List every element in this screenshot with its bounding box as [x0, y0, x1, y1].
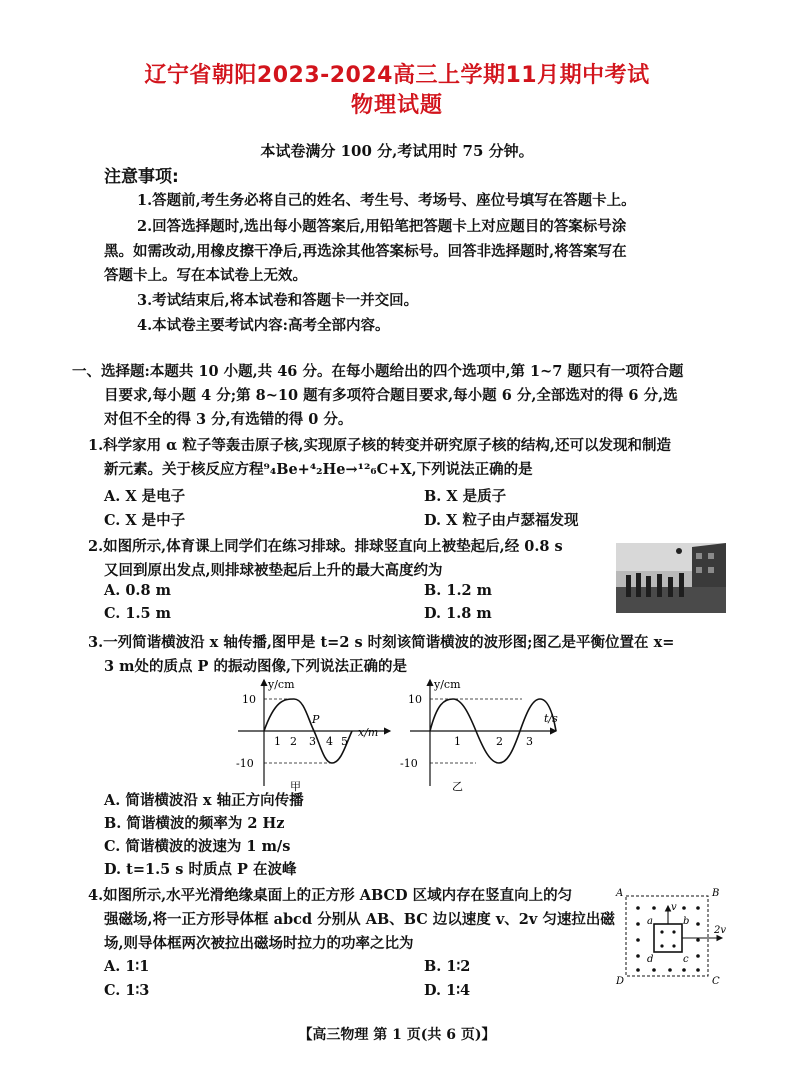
exam-info: 本试卷满分 100 分,考试用时 75 分钟。: [260, 142, 534, 160]
figure-a-caption: 甲: [290, 780, 301, 792]
figure-b-caption: 乙: [452, 780, 463, 792]
page-footer: 【高三物理 第 1 页(共 6 页)】: [298, 1027, 496, 1043]
page-subtitle: 物理试题: [350, 93, 443, 118]
q4-line-2: 强磁场,将一正方形导体框 abcd 分别从 AB、BC 边以速度 v、2v 匀速拉出磁: [104, 911, 615, 928]
q1-line-2: 新元素。关于核反应方程⁹₄Be+⁴₂He→¹²₆C+X,下列说法正确的是: [104, 461, 533, 478]
q2-line-1: 2.如图所示,体育课上同学们在练习排球。排球竖直向上被垫起后,经 0.8 s: [88, 538, 563, 555]
velocity-2v-label: 2v: [714, 925, 727, 936]
notice-item-1: 1.答题前,考生务必将自己的姓名、考生号、考场号、座位号填写在答题卡上。: [137, 192, 636, 209]
notice-item-2-line-1: 2.回答选择题时,选出每小题答案后,用铅笔把答题卡上对应题目的答案标号涂: [137, 218, 627, 235]
q1-option-a: A. X 是电子: [104, 488, 186, 505]
y-label: y/cm: [434, 678, 461, 691]
corner-c-label: C: [712, 976, 720, 984]
q4-line-3: 场,则导体框两次被拉出磁场时拉力的功率之比为: [104, 935, 414, 952]
section-1-line-2: 目要求,每小题 4 分;第 8~10 题有多项符合题目要求,每小题 6 分,全部选对的得 6 分,选: [104, 387, 678, 404]
x-tick-1: 1: [274, 735, 281, 748]
q2-line-2: 又回到原出发点,则排球被垫起后上升的最大高度约为: [104, 562, 443, 579]
q3-figure-b: [396, 674, 571, 792]
q4-option-a: A. 1∶1: [104, 958, 150, 975]
q4-line-1: 4.如图所示,水平光滑绝缘桌面上的正方形 ABCD 区域内存在竖直向上的匀: [88, 887, 573, 904]
q3-figure-a: [228, 674, 398, 792]
frame-d-label: d: [647, 954, 654, 965]
notice-item-2-line-3: 答题卡上。写在本试卷上无效。: [104, 267, 307, 284]
y-bottom-label: -10: [400, 757, 418, 770]
y-top-label: 10: [408, 693, 422, 706]
q3-line-2: 3 m处的质点 P 的振动图像,下列说法正确的是: [104, 658, 408, 675]
t-tick-1: 1: [454, 735, 461, 748]
q1-option-d: D. X 粒子由卢瑟福发现: [424, 512, 579, 529]
y-label: y/cm: [268, 678, 295, 691]
x-label: x/m: [358, 726, 379, 739]
q1-option-b: B. X 是质子: [424, 488, 507, 505]
corner-a-label: A: [616, 888, 624, 899]
q4-field-figure: [614, 884, 734, 984]
t-tick-3: 3: [526, 735, 533, 748]
conductor-frame: [654, 924, 682, 952]
section-1-line-3: 对但不全的得 3 分,有选错的得 0 分。: [104, 411, 353, 428]
y-top-label: 10: [242, 693, 256, 706]
q4-option-c: C. 1∶3: [104, 982, 150, 999]
q3-line-1: 3.一列简谐横波沿 x 轴传播,图甲是 t=2 s 时刻该简谐横波的波形图;图乙是平衡位置在 x=: [88, 634, 675, 651]
volleyball-photo: [616, 543, 726, 613]
q2-option-d: D. 1.8 m: [424, 605, 492, 622]
x-tick-5: 5: [341, 735, 348, 748]
q2-option-b: B. 1.2 m: [424, 582, 492, 599]
section-1-line-1: 一、选择题:本题共 10 小题,共 46 分。在每小题给出的四个选项中,第 1~7 题只有一项符合题: [72, 363, 684, 380]
frame-b-label: b: [683, 916, 690, 927]
x-tick-2: 2: [290, 735, 297, 748]
x-tick-4: 4: [326, 735, 333, 748]
q3-option-d: D. t=1.5 s 时质点 P 在波峰: [104, 861, 297, 878]
corner-d-label: D: [616, 976, 625, 984]
t-tick-2: 2: [496, 735, 503, 748]
q4-option-b: B. 1∶2: [424, 958, 471, 975]
notice-item-4: 4.本试卷主要考试内容:高考全部内容。: [137, 317, 390, 334]
t-label: t/s: [544, 712, 558, 725]
x-tick-3: 3: [309, 735, 316, 748]
notice-heading: 注意事项:: [104, 167, 179, 187]
q3-option-a: A. 简谐横波沿 x 轴正方向传播: [104, 792, 304, 809]
q2-option-a: A. 0.8 m: [104, 582, 171, 599]
point-p-label: P: [312, 713, 320, 726]
q3-option-c: C. 简谐横波的波速为 1 m/s: [104, 838, 291, 855]
page-title: 辽宁省朝阳2023-2024高三上学期11月期中考试: [144, 63, 650, 88]
frame-c-label: c: [683, 954, 689, 965]
velocity-v-label: v: [671, 902, 677, 913]
q3-option-b: B. 简谐横波的频率为 2 Hz: [104, 815, 285, 832]
q2-option-c: C. 1.5 m: [104, 605, 171, 622]
frame-a-label: a: [647, 916, 653, 927]
y-bottom-label: -10: [236, 757, 254, 770]
q4-option-d: D. 1∶4: [424, 982, 471, 999]
q1-option-c: C. X 是中子: [104, 512, 186, 529]
corner-b-label: B: [712, 888, 720, 899]
notice-item-2-line-2: 黑。如需改动,用橡皮擦干净后,再选涂其他答案标号。回答非选择题时,将答案写在: [104, 243, 627, 260]
notice-item-3: 3.考试结束后,将本试卷和答题卡一并交回。: [137, 292, 419, 309]
q1-line-1: 1.科学家用 α 粒子等轰击原子核,实现原子核的转变并研究原子核的结构,还可以发现和制造: [88, 437, 671, 454]
